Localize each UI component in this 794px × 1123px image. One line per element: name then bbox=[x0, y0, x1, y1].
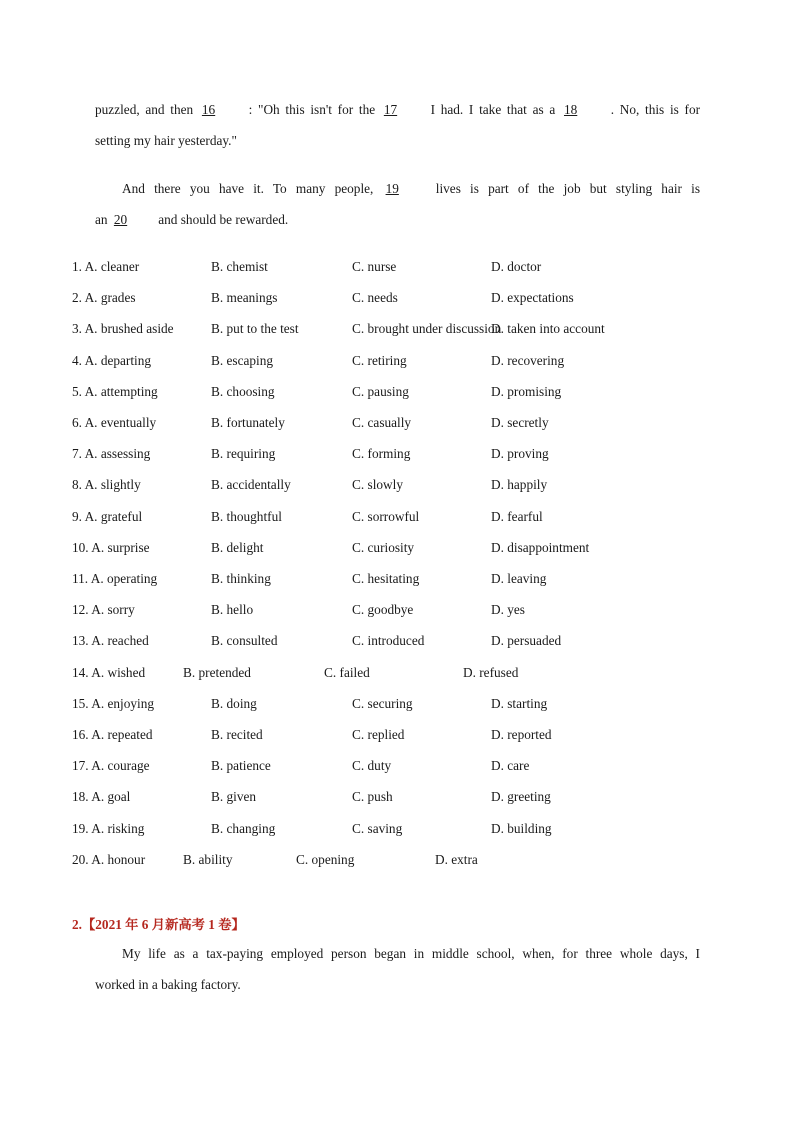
option-b: B. delight bbox=[211, 539, 264, 555]
option-b: B. requiring bbox=[211, 446, 276, 462]
passage-text: . No, this is for bbox=[610, 102, 701, 117]
blank-16: 16 bbox=[201, 102, 216, 117]
option-b: B. meanings bbox=[211, 290, 278, 306]
option-b: B. patience bbox=[211, 758, 271, 774]
option-b: B. fortunately bbox=[211, 415, 285, 430]
option-c: C. hesitating bbox=[352, 571, 420, 586]
option-c: C. securing bbox=[352, 695, 413, 711]
section-2-line-2: worked in a baking factory. bbox=[95, 977, 241, 992]
option-a: 8. A. slightly bbox=[72, 477, 141, 493]
passage-line-4 bbox=[95, 212, 700, 228]
passage-line-2: setting my hair yesterday." bbox=[95, 133, 237, 148]
option-d: D. care bbox=[491, 758, 530, 774]
option-c: C. goodbye bbox=[352, 602, 414, 618]
option-c: C. curiosity bbox=[352, 539, 415, 555]
option-b: B. put to the test bbox=[211, 321, 299, 337]
blank-20: 20 bbox=[113, 212, 128, 227]
option-a: 7. A. assessing bbox=[72, 446, 151, 462]
blank-17: 17 bbox=[383, 102, 398, 117]
option-c: C. sorrowful bbox=[352, 508, 420, 524]
passage-text: And there you have it. To many people, bbox=[122, 181, 374, 196]
option-a: 11. A. operating bbox=[72, 571, 158, 586]
option-d: D. recovering bbox=[491, 352, 565, 368]
option-d: D. persuaded bbox=[491, 633, 562, 649]
option-a: 14. A. wished bbox=[72, 664, 146, 680]
option-d: D. greeting bbox=[491, 789, 551, 805]
option-a: 10. A. surprise bbox=[72, 539, 150, 555]
option-a: 2. A. grades bbox=[72, 290, 136, 306]
passage-line-1 bbox=[95, 102, 700, 118]
option-c: C. retiring bbox=[352, 352, 407, 368]
option-c: C. forming bbox=[352, 446, 411, 462]
option-c: C. failed bbox=[324, 664, 370, 680]
option-a: 13. A. reached bbox=[72, 633, 149, 649]
section-2-heading: 2.【2021 年 6 月新高考 1 卷】 bbox=[72, 917, 245, 932]
option-b: B. pretended bbox=[183, 664, 251, 680]
option-c: C. slowly bbox=[352, 477, 403, 493]
option-d: D. promising bbox=[491, 383, 562, 399]
blank-19: 19 bbox=[385, 181, 399, 196]
passage-text: : "Oh this isn't for the bbox=[248, 102, 376, 117]
option-b: B. thoughtful bbox=[211, 508, 282, 524]
option-c: C. needs bbox=[352, 290, 398, 306]
option-c: C. push bbox=[352, 789, 393, 805]
option-d: D. extra bbox=[435, 851, 478, 867]
option-a: 3. A. brushed aside bbox=[72, 321, 174, 337]
passage-line-3 bbox=[122, 181, 700, 197]
option-b: B. hello bbox=[211, 602, 254, 618]
passage-text: lives is part of the job but styling hair is bbox=[435, 181, 701, 196]
option-d: D. fearful bbox=[491, 508, 543, 524]
option-a: 9. A. grateful bbox=[72, 508, 143, 524]
option-b: B. given bbox=[211, 789, 257, 805]
option-b: B. ability bbox=[183, 851, 233, 867]
option-d: D. building bbox=[491, 820, 552, 836]
option-a: 12. A. sorry bbox=[72, 602, 135, 618]
option-c: C. replied bbox=[352, 727, 405, 742]
option-c: C. pausing bbox=[352, 383, 409, 399]
option-d: D. starting bbox=[491, 695, 548, 711]
option-d: D. doctor bbox=[491, 259, 542, 274]
option-a: 15. A. enjoying bbox=[72, 695, 154, 711]
option-a: 4. A. departing bbox=[72, 352, 152, 368]
option-a: 6. A. eventually bbox=[72, 415, 157, 430]
option-b: B. recited bbox=[211, 727, 263, 742]
option-c: C. duty bbox=[352, 758, 392, 774]
option-a: 17. A. courage bbox=[72, 758, 150, 774]
option-a: 18. A. goal bbox=[72, 789, 131, 805]
section-2-line-1: My life as a tax-paying employed person began in middle school, when, for three whole days, I bbox=[122, 946, 700, 961]
option-d: D. leaving bbox=[491, 571, 547, 586]
option-b: B. choosing bbox=[211, 383, 275, 399]
option-b: B. accidentally bbox=[211, 477, 291, 493]
option-a: 5. A. attempting bbox=[72, 383, 158, 399]
option-c: C. nurse bbox=[352, 259, 397, 274]
passage-text: I had. I take that as a bbox=[430, 102, 556, 117]
option-b: B. thinking bbox=[211, 571, 271, 586]
option-d: D. disappointment bbox=[491, 539, 590, 555]
option-d: D. secretly bbox=[491, 415, 549, 430]
option-d: D. yes bbox=[491, 602, 525, 618]
passage-text: puzzled, and then bbox=[95, 102, 194, 117]
option-c: C. brought under discussion bbox=[352, 321, 502, 337]
option-b: B. escaping bbox=[211, 352, 274, 368]
option-c: C. casually bbox=[352, 415, 412, 430]
blank-18: 18 bbox=[563, 102, 578, 117]
option-c: C. introduced bbox=[352, 633, 425, 649]
option-d: D. refused bbox=[463, 664, 519, 680]
option-d: D. proving bbox=[491, 446, 549, 462]
option-c: C. saving bbox=[352, 820, 403, 836]
option-a: 19. A. risking bbox=[72, 820, 145, 836]
option-a: 20. A. honour bbox=[72, 851, 146, 867]
passage-text: an bbox=[95, 212, 108, 227]
option-c: C. opening bbox=[296, 851, 355, 867]
passage-text: and should be rewarded. bbox=[158, 212, 289, 227]
option-b: B. chemist bbox=[211, 259, 268, 274]
option-b: B. changing bbox=[211, 820, 276, 836]
option-b: B. doing bbox=[211, 695, 257, 711]
option-a: 16. A. repeated bbox=[72, 727, 153, 742]
option-b: B. consulted bbox=[211, 633, 278, 649]
option-d: D. reported bbox=[491, 727, 552, 742]
option-a: 1. A. cleaner bbox=[72, 259, 140, 274]
option-d: D. taken into account bbox=[491, 321, 605, 337]
option-d: D. expectations bbox=[491, 290, 574, 306]
option-d: D. happily bbox=[491, 477, 548, 493]
